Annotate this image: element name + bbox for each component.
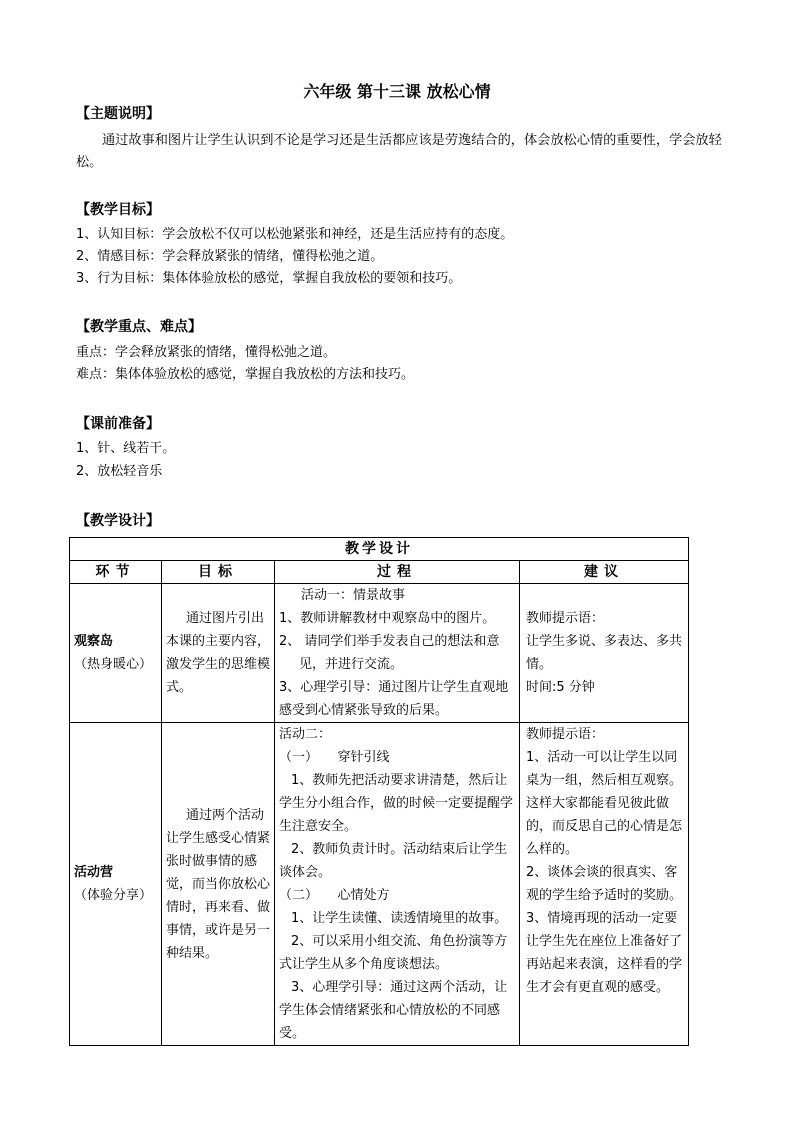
table-row <box>70 584 689 723</box>
key-points-heading: 【教学重点、难点】 <box>76 319 202 335</box>
section-subtitle: （热身暖心） <box>74 657 153 672</box>
process-line: 3、心理学引导：通过图片让学生直观地感受到心情紧张导致的后果。 <box>279 680 509 718</box>
design-heading: 【教学设计】 <box>76 513 160 529</box>
teaching-design-table <box>69 537 689 1046</box>
goal-cell <box>162 584 275 723</box>
goal-item: 2、情感目标：学会释放紧张的情绪，懂得松弛之道。 <box>76 249 384 264</box>
goal-cell <box>162 723 275 1046</box>
section-subtitle: （体验分享） <box>74 888 153 903</box>
goal-item: 3、行为目标：集体体验放松的感觉，掌握自我放松的要领和技巧。 <box>76 271 462 286</box>
process-line: （二） 心情处方 <box>279 888 390 903</box>
column-header-section: 环节 <box>70 561 162 584</box>
table-title: 教学设计 <box>70 538 689 561</box>
suggestion-line: 1、活动一可以让学生以同桌为一组，然后相互观察。这样大家都能看见彼此做的，而反思自己的心情是怎么样的。 <box>526 750 683 857</box>
process-line: 1、教师先把活动要求讲清楚，然后让学生分小组合作，做的时候一定要提醒学生注意安全。 <box>279 773 514 834</box>
prep-item: 2、放松轻音乐 <box>76 464 163 479</box>
section-name: 活动营 <box>74 865 114 880</box>
key-point-item: 难点：集体体验放松的感觉，掌握自我放松的方法和技巧。 <box>76 367 415 382</box>
theme-heading: 【主题说明】 <box>76 106 160 122</box>
table-row <box>70 723 689 1046</box>
process-line: 2、可以采用小组交流、角色扮演等方式让学生从多个角度谈想法。 <box>279 934 508 972</box>
prep-item: 1、针、线若干。 <box>76 441 176 456</box>
goal-text: 通过图片引出本课的主要内容，激发学生的思维模式。 <box>166 611 271 695</box>
suggestion-line: 教师提示语： <box>526 727 605 742</box>
document-title: 六年级 第十三课 放松心情 <box>303 82 491 101</box>
column-header-suggestion: 建议 <box>520 561 689 584</box>
process-cell <box>275 723 520 1046</box>
suggestion-line: 让学生多说、多表达、多共情。 <box>526 634 683 672</box>
suggestion-line: 3、情境再现的活动一定要让学生先在座位上准备好了再站起来表演，这样看的学生才会有更直观的感受。 <box>526 911 683 995</box>
goal-text: 通过两个活动让学生感受心情紧张时做事情的感觉，而当你放松心情时，再来看、做事情，或许是另一种结果。 <box>166 807 271 961</box>
process-line: 3、心理学引导：通过这两个活动，让学生体会情绪紧张和心情放松的不同感受。 <box>279 980 508 1041</box>
key-point-item: 重点：学会释放紧张的情绪，懂得松弛之道。 <box>76 345 337 360</box>
process-line: 1、让学生读懂、读透情境里的故事。 <box>291 911 508 926</box>
goals-heading: 【教学目标】 <box>76 202 160 218</box>
section-cell <box>70 723 162 1046</box>
column-header-process: 过程 <box>275 561 520 584</box>
suggestion-line: 教师提示语： <box>526 611 605 626</box>
process-line: 活动一：情景故事 <box>301 588 406 603</box>
process-line: （一） 穿针引线 <box>279 750 390 765</box>
process-cell <box>275 584 520 723</box>
process-line: 2、 请同学们举手发表自己的想法和意见，并进行交流。 <box>279 634 500 672</box>
section-cell <box>70 584 162 723</box>
column-header-goal: 目标 <box>162 561 275 584</box>
suggestion-line: 时间:5 分钟 <box>526 680 595 695</box>
section-name: 观察岛 <box>74 634 114 649</box>
process-line: 2、教师负责计时。活动结束后让学生谈体会。 <box>279 842 508 880</box>
suggestion-cell <box>520 584 689 723</box>
prep-heading: 【课前准备】 <box>76 416 160 432</box>
suggestion-cell <box>520 723 689 1046</box>
theme-text: 通过故事和图片让学生认识到不论是学习还是生活都应该是劳逸结合的，体会放松心情的重要性，学会放轻松。 <box>76 133 722 170</box>
process-line: 活动二： <box>279 727 332 742</box>
suggestion-line: 2、谈体会谈的很真实、客观的学生给予适时的奖励。 <box>526 865 683 903</box>
process-line: 1、教师讲解教材中观察岛中的图片。 <box>279 611 496 626</box>
goal-item: 1、认知目标：学会放松不仅可以松弛紧张和神经，还是生活应持有的态度。 <box>76 227 514 242</box>
